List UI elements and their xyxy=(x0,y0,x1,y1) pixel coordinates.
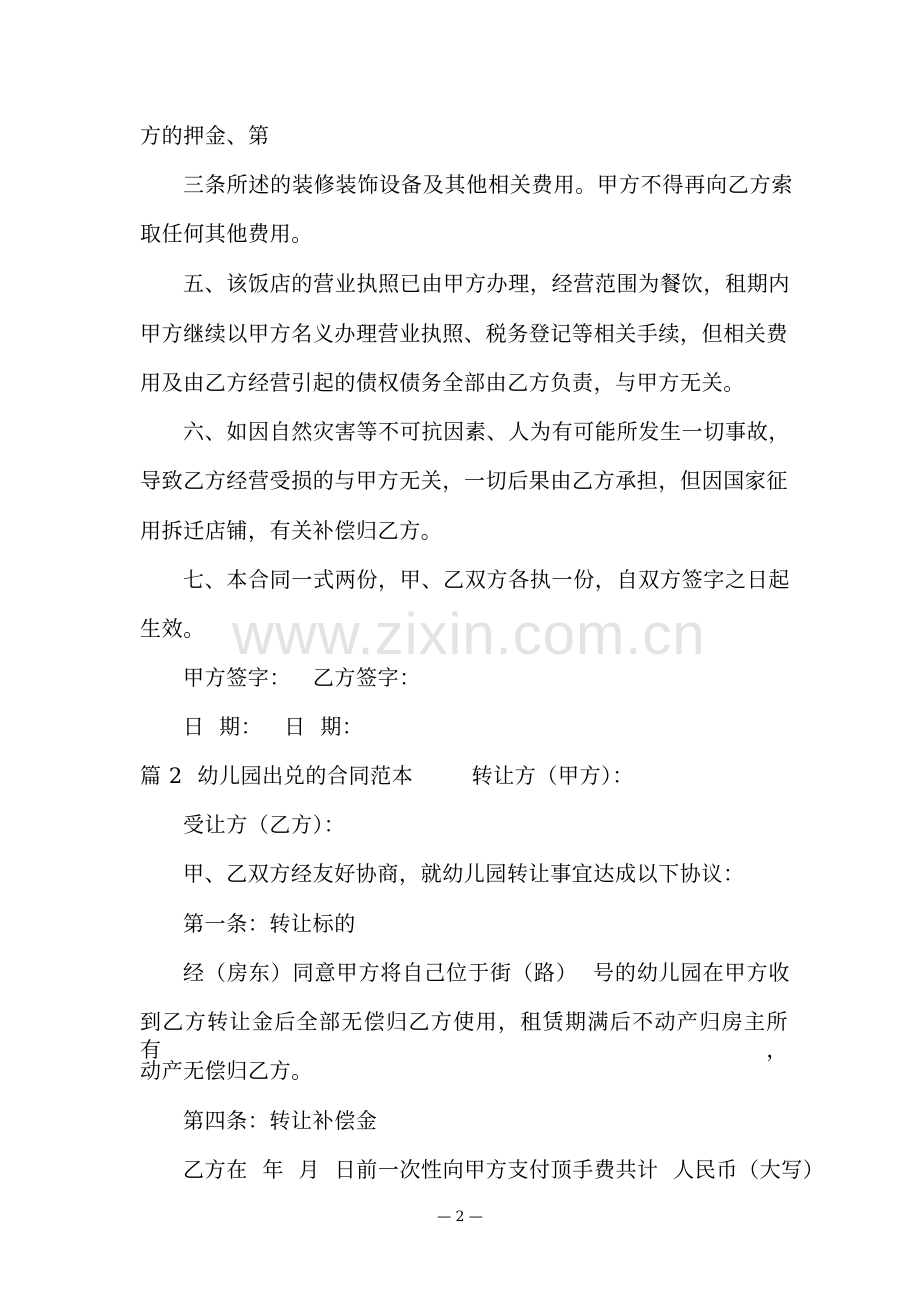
text-line: 导致乙方经营受损的与甲方无关，一切后果由乙方承担，但因国家征 xyxy=(140,469,788,493)
text-line: 方的押金、第 xyxy=(140,124,270,148)
text-line: 受让方（乙方）： xyxy=(183,813,346,837)
party-a-b-signature-line: 甲方签字： 乙方签字： xyxy=(183,666,421,690)
text-line: 七、本合同一式两份，甲、乙双方各执一份，自双方签字之日起 xyxy=(183,568,790,592)
text-line: 用及由乙方经营引起的债权债务全部由乙方负责，与甲方无关。 xyxy=(140,371,745,395)
date-line: 日 期： 日 期： xyxy=(183,715,364,739)
text-line: 五、该饭店的营业执照已由甲方办理，经营范围为餐饮，租期内 xyxy=(183,272,790,296)
watermark: www.zixin.com.cn xyxy=(232,602,706,667)
article-heading: 第四条：转让补偿金 xyxy=(183,1109,378,1133)
text-line: 生效。 xyxy=(140,617,205,641)
text-line: 用拆迁店铺，有关补偿归乙方。 xyxy=(140,519,443,543)
text-line: 经（房东）同意甲方将自己位于街（路） 号的幼儿园在甲方收 xyxy=(183,961,790,985)
text-line: 取任何其他费用。 xyxy=(140,222,313,246)
text-line: 甲、乙双方经友好协商，就幼儿园转让事宜达成以下协议： xyxy=(183,862,745,886)
text-line: 动产无偿归乙方。 xyxy=(140,1059,313,1083)
text-line: 甲方继续以甲方名义办理营业执照、税务登记等相关手续，但相关费 xyxy=(140,322,788,346)
section-heading: 篇 2 幼儿园出兑的合同范本 转让方（甲方）： xyxy=(140,764,634,788)
text-line: 到乙方转让金后全部无偿归乙方使用，租赁期满后不动产归房主所有， xyxy=(140,1010,788,1062)
article-heading: 第一条：转让标的 xyxy=(183,912,356,936)
text-line: 乙方在 年 月 日前一次性向甲方支付顶手费共计 人民币（大写） xyxy=(183,1158,825,1182)
text-line: 六、如因自然灾害等不可抗因素、人为有可能所发生一切事故， xyxy=(183,420,790,444)
page-number: — 2 — xyxy=(437,1209,483,1225)
text-line: 三条所述的装修装饰设备及其他相关费用。甲方不得再向乙方索 xyxy=(183,173,793,197)
